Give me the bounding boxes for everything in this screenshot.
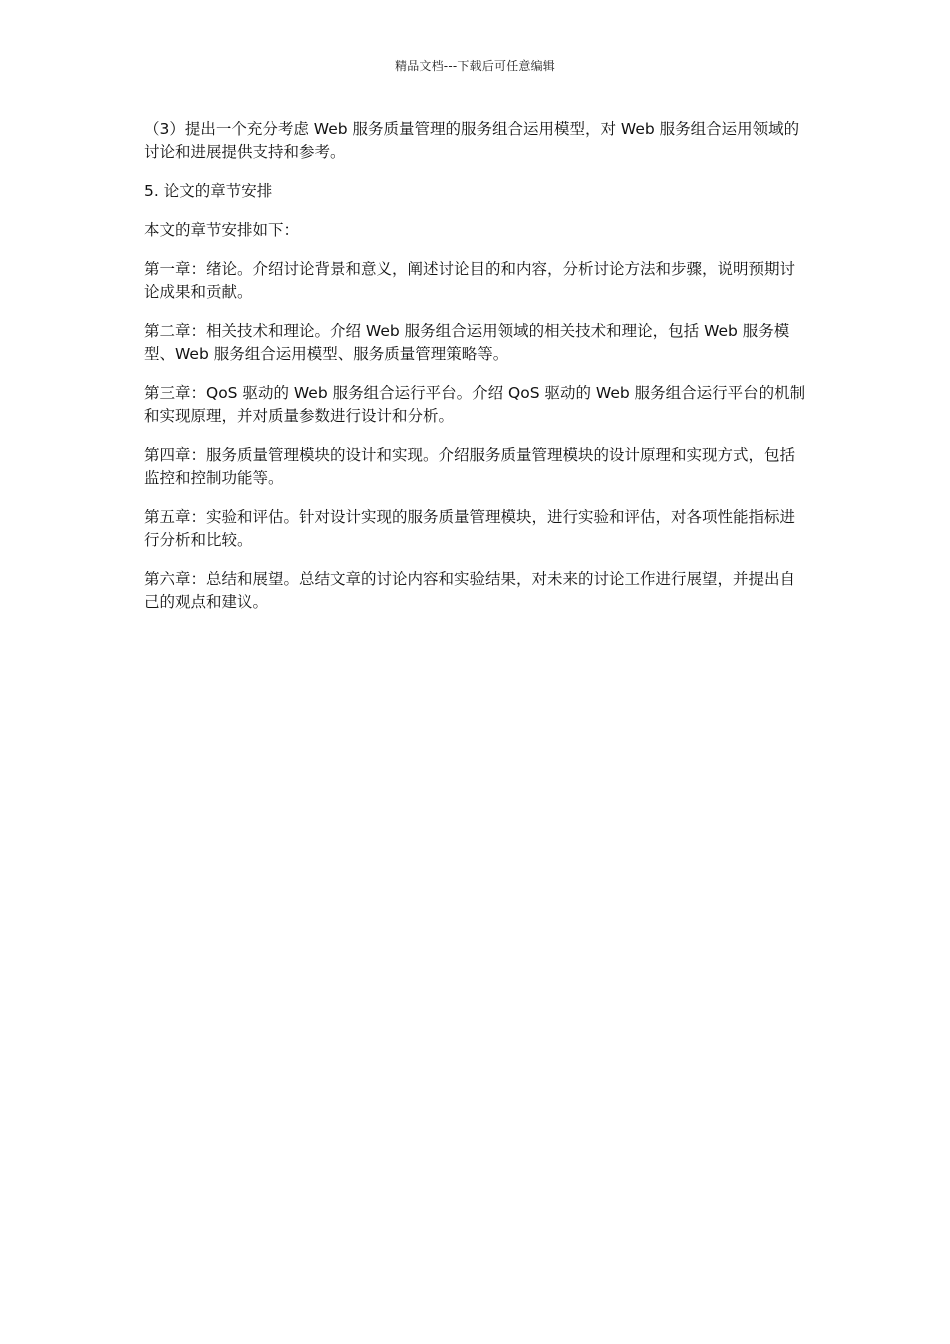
page-header: 精品文档---下载后可任意编辑	[395, 59, 555, 73]
section-heading-chapter-arrangement: 5. 论文的章节安排	[144, 182, 273, 200]
paragraph-chapter-5: 第五章：实验和评估。针对设计实现的服务质量管理模块，进行实验和评估，对各项性能指标进行分析和比较。	[144, 508, 796, 549]
document-body	[144, 118, 806, 630]
paragraph-chapter-3: 第三章：QoS 驱动的 Web 服务组合运行平台。介绍 QoS 驱动的 Web 服务组合运行平台的机制和实现原理，并对质量参数进行设计和分析。	[144, 384, 806, 425]
paragraph-chapter-6: 第六章：总结和展望。总结文章的讨论内容和实验结果，对未来的讨论工作进行展望，并提出自己的观点和建议。	[144, 570, 796, 611]
paragraph-contribution-3: （3）提出一个充分考虑 Web 服务质量管理的服务组合运用模型，对 Web 服务组合运用领域的讨论和进展提供支持和参考。	[144, 120, 800, 161]
paragraph-chapter-4: 第四章：服务质量管理模块的设计和实现。介绍服务质量管理模块的设计原理和实现方式，包括监控和控制功能等。	[144, 446, 796, 487]
paragraph-arrangement-intro: 本文的章节安排如下：	[144, 221, 300, 239]
paragraph-chapter-1: 第一章：绪论。介绍讨论背景和意义，阐述讨论目的和内容，分析讨论方法和步骤，说明预期讨论成果和贡献。	[144, 260, 796, 301]
paragraph-chapter-2: 第二章：相关技术和理论。介绍 Web 服务组合运用领域的相关技术和理论，包括 Web 服务模型、Web 服务组合运用模型、服务质量管理策略等。	[144, 322, 790, 363]
